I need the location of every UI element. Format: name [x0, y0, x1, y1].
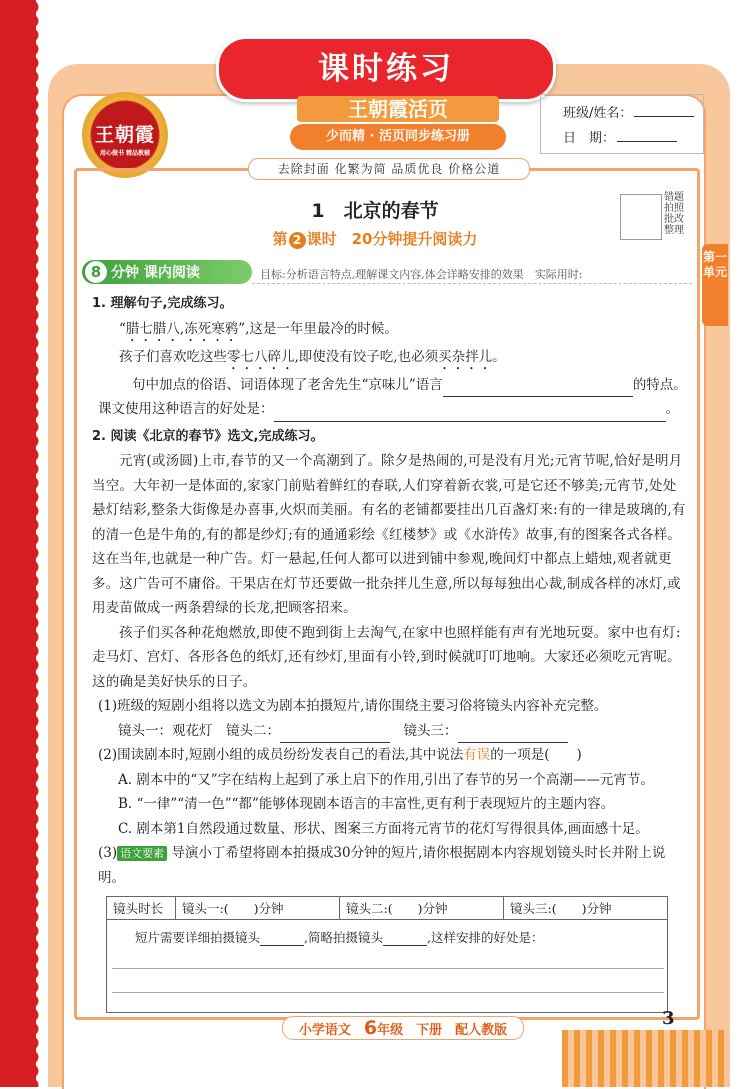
q2-passage-para-1: 元宵(或汤圆)上市,春节的又一个高潮到了。除夕是热闹的,可是没有月光;元宵节呢,恰好是明月当空。大年初一是体面的,家家门前贴着鲜红的春联,人们穿着新衣裳,可是它还不够美;元宵节,处处悬灯结彩,整条大街像是办喜事,火炽而美丽。有名的老铺都要挂出几百盏灯来:有的一律是玻璃的,有的清一色是牛角的,有的都是纱灯;有的通通彩绘《红楼梦》或《水浒传》故事,有的图案各式各样。这在当年,也就是一种广告。灯一悬起,任何人都可以进到铺中参观,晚间灯中都点上蜡烛,观者就更多。这广告可不庸俗。干果店在灯节还要做一批杂拌儿生意,所以每每独出心裁,制成各样的冰灯,或用麦苗做成一两条碧绿的长龙,把顾客招来。: [92, 453, 686, 616]
exercise-body: [92, 292, 688, 890]
note-blank-1[interactable]: [260, 929, 304, 946]
table-cell-shot1[interactable]: 镜头一:( )分钟: [176, 897, 340, 920]
sub3-number: (3): [98, 845, 118, 861]
table-row: [107, 897, 668, 920]
q2-sub3: [92, 841, 688, 890]
q2-shots-row: [92, 719, 688, 744]
correction-stamp-box[interactable]: [620, 194, 662, 240]
table-note-cell[interactable]: [107, 920, 668, 1013]
sub3-tag: 语文要素: [117, 846, 167, 861]
option-c[interactable]: C. 剧本第1自然段通过数量、形状、图案三方面将元宵节的花灯写得很具体,画面感十足。: [118, 820, 649, 837]
table-cell-shot2[interactable]: 镜头二:( )分钟: [340, 897, 504, 920]
shot3-blank[interactable]: [458, 726, 568, 743]
note-part-c: ,这样安排的好处是：: [427, 930, 544, 945]
section-underline: [252, 283, 692, 284]
shot2-label: 镜头二：: [226, 722, 280, 739]
q1-fill1-post: 的特点。: [632, 376, 687, 393]
q2-sub1: (1)班级的短剧小组将以选文为剧本拍摄短片,请你围绕主要习俗将镜头内容补充完整。: [98, 698, 608, 714]
section-goal: 目标:分析语言特点,理解课文内容,体会详略安排的效果 实际用时:: [260, 268, 583, 281]
table-row: [107, 920, 668, 1013]
date-field[interactable]: [617, 141, 677, 142]
table-header-cell: 镜头时长: [107, 897, 176, 920]
option-b[interactable]: B. “一律”“清一色”“都”能够体现剧本语言的丰富性,更有利于表现短片的主题内容。: [118, 796, 615, 812]
page-number: 3: [662, 1008, 675, 1029]
brand-subtitle: 少而精 · 活页同步练习册: [290, 124, 506, 150]
q1-s1-dotted: 腊七腊八,冻死寒鸦: [125, 320, 239, 337]
q1-fill2-pre: 课文使用这种语言的好处是：: [98, 401, 274, 417]
note-part-a: 短片需要详细拍摄镜头: [135, 930, 261, 945]
shot1-label: 镜头一：观花灯: [118, 722, 213, 739]
date-label: 日 期：: [563, 131, 616, 146]
q1-fill-1: [92, 373, 688, 398]
q2-passage-para-2: 孩子们买各种花炮燃放,即使不跑到街上去淘气,在家中也照样能有声有光地玩耍。家中也有灯:走马灯、宫灯、各形各色的纸灯,还有纱灯,里面有小铃,到时候就叮叮地响。大家还必须吃元宵呢。这的确是美好快乐的日子。: [92, 624, 681, 690]
lesson-sub-suffix: 课时 20分钟提升阅读力: [306, 230, 478, 248]
unit-side-tab: 第一单元: [702, 244, 728, 326]
class-name-field[interactable]: [634, 116, 694, 117]
note-part-b: ,简略拍摄镜头: [304, 930, 383, 945]
bottom-decoration: [562, 1030, 730, 1087]
sub3-text: 导演小丁希望将剧本拍摄成30分钟的短片,请你根据剧本内容规划镜头时长并附上说明。: [98, 845, 666, 886]
q1-sentence-2: [92, 345, 688, 373]
lesson-number-circle: 2: [289, 232, 306, 249]
shot3-label: 镜头三：: [403, 722, 458, 739]
shot-plan-table: [106, 896, 668, 1013]
banner-title: 课时练习: [216, 36, 556, 102]
q1-s2-dotted-2: 买杂拌儿: [438, 348, 493, 365]
q1-fill2-post: 。: [665, 401, 679, 417]
correction-stamp-text: 错题拍照批改整理: [664, 192, 684, 236]
section-badge-label: 分钟 课内阅读: [111, 265, 200, 281]
slogan: 去除封面 化繁为简 品质优良 价格公道: [248, 158, 530, 180]
q2-sub2: [92, 743, 688, 768]
lesson-title: 1 北京的春节: [311, 200, 439, 222]
brand-logo-seal: [82, 92, 168, 178]
q1-title: 1. 理解句子,完成练习。: [92, 296, 233, 311]
q1-s2-pre: 孩子们喜欢吃这些: [119, 348, 227, 365]
q1-answer-blank-1[interactable]: [443, 380, 633, 397]
footer-book-info: [282, 1016, 524, 1040]
q1-s1-post: ”,这是一年里最冷的时候。: [238, 320, 398, 337]
footer-grade-suffix: 年级 下册 配人教版: [377, 1023, 508, 1038]
section-minutes-number: 8: [85, 261, 107, 283]
footer-subject: 小学语文: [298, 1023, 351, 1038]
q1-sentence-1: [92, 317, 688, 345]
q1-s2-mid: ,即使没有饺子吃,也必须: [294, 348, 439, 365]
sub2-post: 的一项是( ): [490, 747, 582, 763]
q1-answer-blank-2[interactable]: [274, 405, 666, 422]
note-answer-line[interactable]: [112, 968, 664, 969]
note-answer-line[interactable]: [112, 992, 664, 993]
shot2-blank[interactable]: [280, 726, 390, 743]
q1-fill1-pre: 句中加点的俗语、词语体现了老舍先生“京味儿”语言: [132, 376, 443, 393]
option-a[interactable]: A. 剧本中的“又”字在结构上起到了承上启下的作用,引出了春节的另一个高潮——元宵节。: [118, 771, 654, 788]
note-blank-2[interactable]: [383, 929, 427, 946]
lesson-sub-prefix: 第: [272, 230, 288, 248]
section-header: [82, 260, 692, 284]
brand-name: 王朝霞活页: [297, 96, 499, 122]
table-cell-shot3[interactable]: 镜头三:( )分钟: [504, 897, 668, 920]
q2-title: 2. 阅读《北京的春节》选文,完成练习。: [92, 428, 324, 444]
student-info-box: [540, 94, 704, 154]
class-name-label: 班级/姓名：: [563, 106, 633, 121]
sub2-pre: (2)围读剧本时,短剧小组的成员纷纷发表自己的看法,其中说法: [98, 747, 464, 763]
section-badge: [82, 260, 252, 284]
logo-text: 王朝霞: [94, 124, 155, 146]
logo-small-text: 用心做书 精品教辅: [99, 150, 151, 157]
q1-fill-2: [92, 397, 688, 422]
q1-s2-post: 。: [492, 348, 506, 365]
q1-s2-dotted-1: 零七八碎儿: [227, 348, 295, 365]
left-red-binding-strip: [0, 0, 36, 1087]
q1-s1-pre: “: [119, 320, 126, 337]
footer-grade: 6: [363, 1017, 378, 1039]
sub2-emphasis: 有误: [463, 747, 491, 763]
